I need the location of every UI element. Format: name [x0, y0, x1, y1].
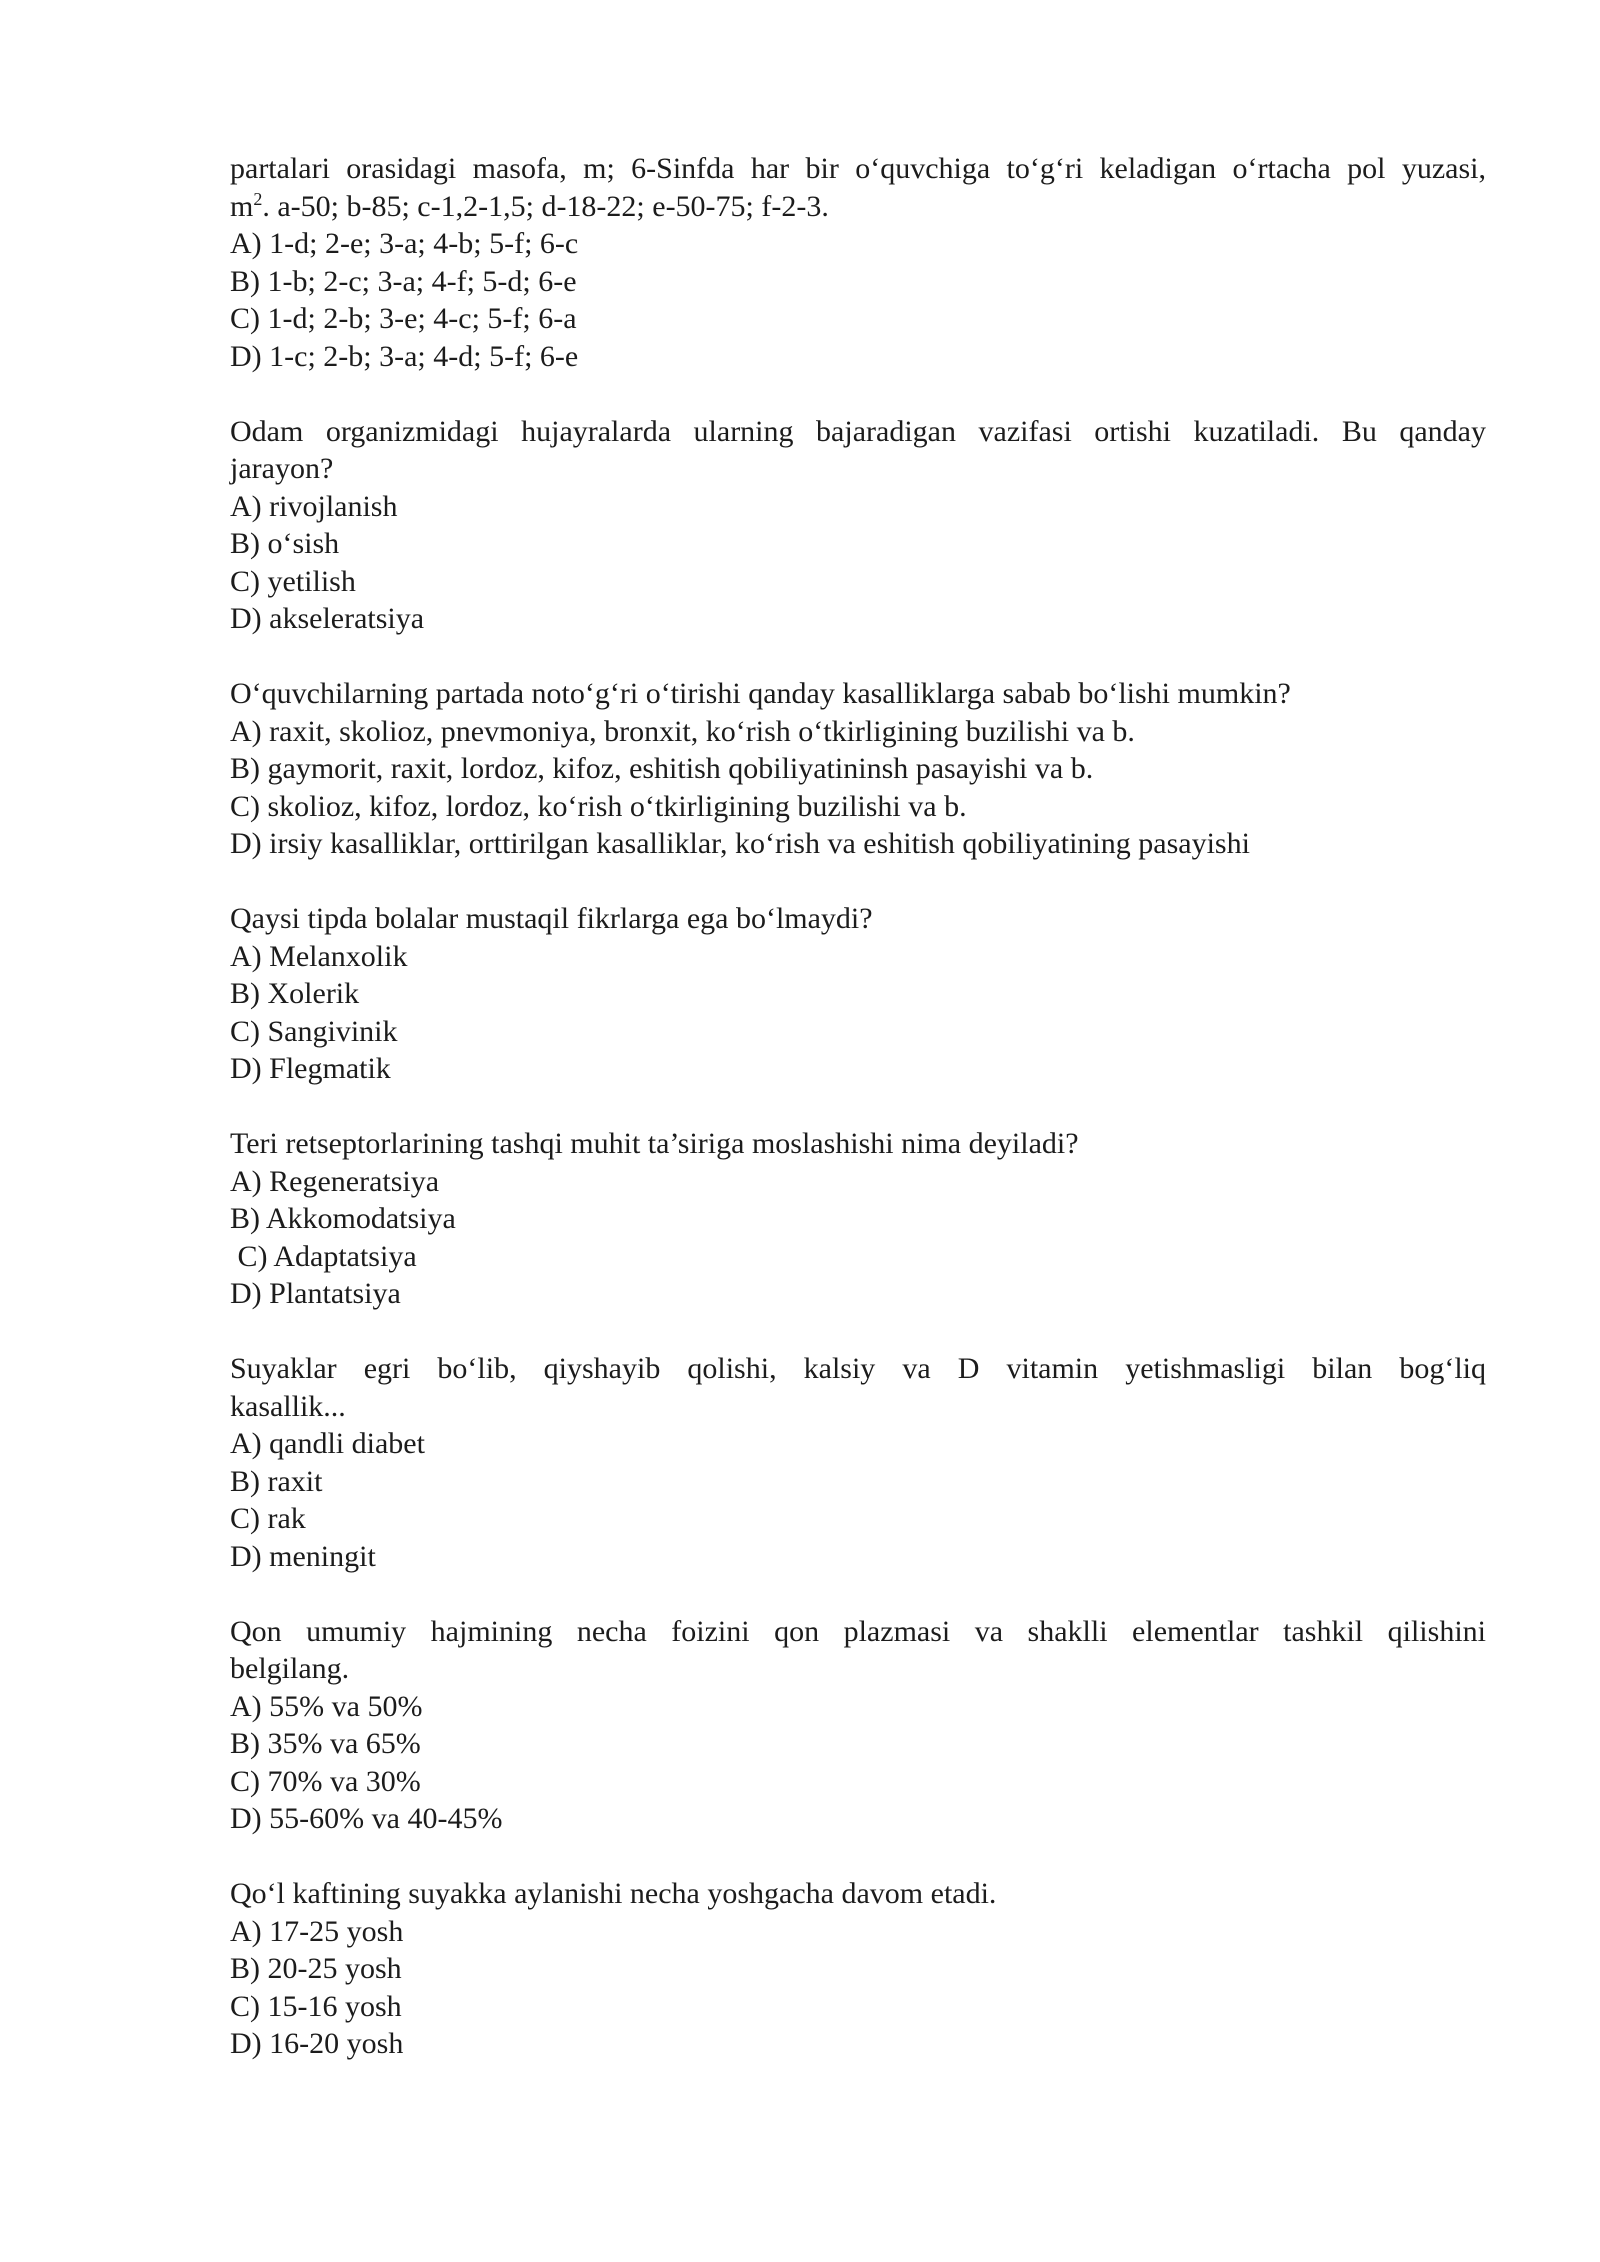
option-c: C) rak	[230, 1502, 306, 1535]
option-a: A) raxit, skolioz, pnevmoniya, bronxit, ko‘rish o‘tkirligining buzilishi va b.	[230, 714, 1135, 748]
question-text: Qo‘l kaftining suyakka aylanishi necha yoshgacha davom etadi.	[230, 1877, 997, 1910]
intro-block	[230, 150, 1486, 375]
spacer	[230, 1575, 1486, 1613]
option-b: B) 1-b; 2-c; 3-a; 4-f; 5-d; 6-e	[230, 264, 577, 298]
option-c: C) skolioz, kifoz, lordoz, ko‘rish o‘tkirligining buzilishi va b.	[230, 789, 967, 823]
option-a: A) 17-25 yosh	[230, 1914, 404, 1948]
spacer	[230, 1088, 1486, 1126]
option-a: A) Melanxolik	[230, 939, 408, 973]
option-b: B) 35% va 65%	[230, 1727, 421, 1760]
question-text: Qaysi tipda bolalar mustaqil fikrlarga ega bo‘lmaydi?	[230, 902, 873, 935]
option-d: D) Flegmatik	[230, 1052, 391, 1085]
question-text: Suyaklar egri bo‘lib, qiyshayib qolishi, kalsiy va D vitamin yetishmasligi bilan bog‘liq	[230, 1352, 1486, 1385]
option-c: C) yetilish	[230, 564, 356, 598]
option-c: C) 1-d; 2-b; 3-e; 4-c; 5-f; 6-a	[230, 302, 577, 335]
option-a: A) Regeneratsiya	[230, 1164, 440, 1198]
option-a: A) 1-d; 2-e; 3-a; 4-b; 5-f; 6-c	[230, 227, 579, 260]
option-b: B) o‘sish	[230, 527, 340, 560]
intro-unit-superscript: 2	[253, 188, 263, 209]
option-a: A) qandli diabet	[230, 1427, 425, 1460]
spacer	[230, 1838, 1486, 1876]
option-c: C) 15-16 yosh	[230, 1989, 402, 2023]
question-1	[230, 413, 1486, 638]
document-page	[230, 150, 1486, 2063]
question-text: Qon umumiy hajmining necha foizini qon plazmasi va shaklli elementlar tashkil qilishini	[230, 1614, 1486, 1648]
question-7	[230, 1875, 1486, 2063]
question-4	[230, 1125, 1486, 1313]
option-d: D) meningit	[230, 1539, 376, 1573]
spacer	[230, 863, 1486, 901]
option-d: D) akseleratsiya	[230, 602, 425, 635]
intro-text-line1: partalari orasidagi masofa, m; 6-Sinfda har bir o‘quvchiga to‘g‘ri keladigan o‘rtacha pol yuzasi,	[230, 152, 1486, 185]
question-text: O‘quvchilarning partada noto‘g‘ri o‘tirishi qanday kasalliklarga sabab bo‘lishi mumkin?	[230, 677, 1291, 710]
option-a: A) 55% va 50%	[230, 1689, 423, 1723]
option-d: D) Plantatsiya	[230, 1277, 401, 1310]
option-b: B) gaymorit, raxit, lordoz, kifoz, eshitish qobiliyatininsh pasayishi va b.	[230, 752, 1094, 785]
option-b: B) raxit	[230, 1464, 323, 1498]
option-b: B) 20-25 yosh	[230, 1952, 402, 1985]
spacer	[230, 375, 1486, 413]
option-c: C) 70% va 30%	[230, 1764, 421, 1798]
option-d: D) 16-20 yosh	[230, 2027, 404, 2060]
intro-text-line2	[230, 188, 1486, 226]
option-c: C) Adaptatsiya	[230, 1239, 417, 1273]
option-d: D) 55-60% va 40-45%	[230, 1802, 503, 1835]
option-b: B) Akkomodatsiya	[230, 1202, 456, 1235]
option-d: D) 1-c; 2-b; 3-a; 4-d; 5-f; 6-e	[230, 339, 579, 373]
spacer	[230, 638, 1486, 676]
intro-unit: m	[230, 189, 254, 223]
question-3	[230, 900, 1486, 1088]
question-5	[230, 1350, 1486, 1575]
question-text: Teri retseptorlarining tashqi muhit ta’siriga moslashishi nima deyiladi?	[230, 1127, 1079, 1160]
question-text-continued: jarayon?	[230, 452, 334, 485]
question-text-continued: kasallik...	[230, 1389, 346, 1423]
option-a: A) rivojlanish	[230, 489, 398, 523]
option-d: D) irsiy kasalliklar, orttirilgan kasalliklar, ko‘rish va eshitish qobiliyatining pasayishi	[230, 827, 1250, 860]
option-b: B) Xolerik	[230, 977, 360, 1010]
question-2	[230, 675, 1486, 863]
question-text-continued: belgilang.	[230, 1652, 350, 1685]
option-c: C) Sangivinik	[230, 1014, 398, 1048]
question-6	[230, 1613, 1486, 1838]
question-text: Odam organizmidagi hujayralarda ularning bajaradigan vazifasi ortishi kuzatiladi. Bu qanday	[230, 414, 1486, 448]
intro-keys: . a-50; b-85; c-1,2-1,5; d-18-22; e-50-75; f-2-3.	[262, 189, 829, 223]
spacer	[230, 1313, 1486, 1351]
